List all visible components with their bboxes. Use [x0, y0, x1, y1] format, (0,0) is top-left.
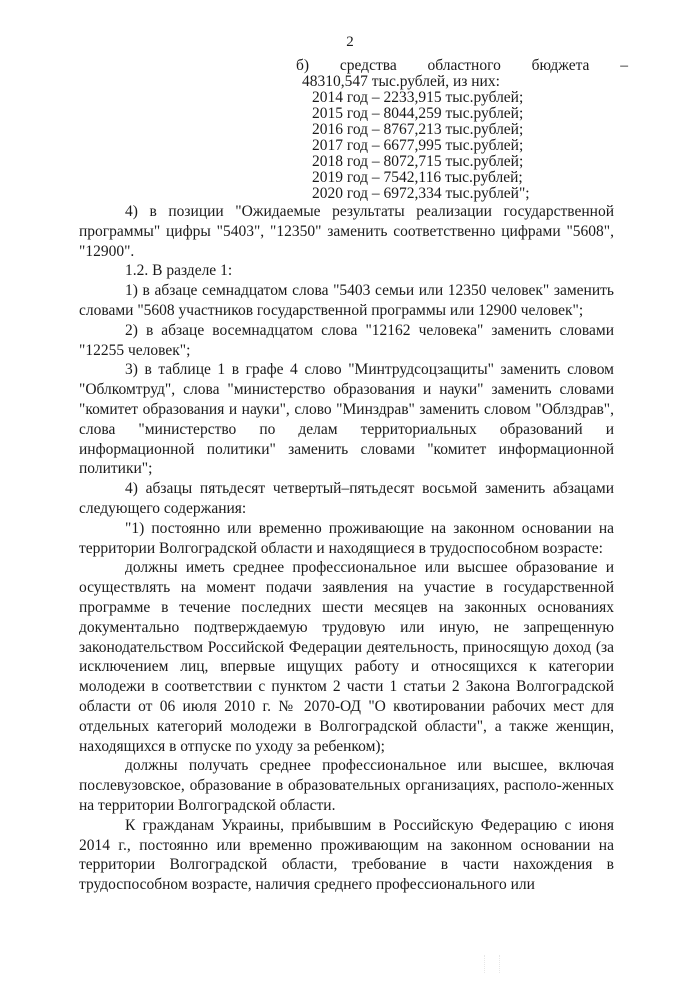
budget-year-line: 2019 год – 7542,116 тыс.рублей; — [312, 169, 523, 186]
paragraph-education-requirement: должны иметь среднее профессиональное или высшее образование и осуществлять на момент подачи заявления на участие в государственной программе в течение последних шести месяцев на законных основаниях документально подтверждаемую трудовую или иную, не запрещенную законодательством Российской Федерации деятельность, приносящую доход (за исключением лиц, впервые ищущих работу и относящихся к категории молодежи в соответствии с пунктом 2 части 1 статьи 2 Закона Волгоградской области от 06 июля 2010 г. № 2070-ОД "О квотировании рабочих мест для отдельных категорий молодежи в Волгоградской области", а также женщин, находящихся в отпуске по уходу за ребенком); — [79, 559, 614, 755]
faint-stamp-mark — [484, 955, 500, 973]
paragraph-ukraine-citizens: К гражданам Украины, прибывшим в Российскую Федерацию с июня 2014 г., постоянно или временно проживающим на законном основании на территории Волгоградской области, требование в части нахождения в трудоспособном возрасте, наличия среднего профессионального или — [79, 816, 614, 894]
budget-dash: – — [620, 57, 628, 74]
budget-year-line: 2017 год – 6677,995 тыс.рублей; — [312, 137, 524, 154]
budget-funding-block — [296, 58, 628, 202]
paragraph-expected-results: 4) в позиции "Ожидаемые результаты реализации государственной программы" цифры "5403", "12350" заменить соответственно цифрами "5608", "12900". — [79, 203, 614, 260]
paragraph-student-requirement: должны получать среднее профессиональное или высшее, включая послевузовское, образование в образовательных организациях, располо-женных на территории Волгоградской области. — [79, 757, 614, 814]
budget-years-list — [296, 90, 628, 202]
budget-word-sredstva: средства — [339, 57, 397, 74]
document-body — [79, 202, 614, 895]
paragraph-item-2: 2) в абзаце восемнадцатом слова "12162 человека" заменить словами "12255 человек"; — [79, 321, 614, 359]
budget-year-line: 2018 год – 8072,715 тыс.рублей; — [312, 153, 524, 170]
paragraph-quoted-item-1: "1) постоянно или временно проживающие на законном основании на территории Волгоградской области и находящиеся в трудоспособном возрасте: — [79, 519, 614, 557]
paragraph-item-1: 1) в абзаце семнадцатом слова "5403 семьи или 12350 человек" заменить словами "5608 участников государственной программы или 12900 человек"; — [79, 282, 614, 319]
budget-year-line: 2016 год – 8767,213 тыс.рублей; — [312, 121, 524, 138]
budget-year-line: 2014 год – 2233,915 тыс.рублей; — [312, 89, 524, 106]
budget-year-line: 2015 год – 8044,259 тыс.рублей; — [312, 105, 524, 122]
budget-year-line: 2020 год – 6972,334 тыс.рублей"; — [312, 185, 530, 202]
budget-item-letter: б) — [296, 57, 310, 74]
paragraph-item-4: 4) абзацы пятьдесят четвертый–пятьдесят восьмой заменить абзацами следующего содержания: — [79, 480, 614, 517]
budget-total: 48310,547 тыс.рублей, из них: — [302, 73, 500, 90]
budget-word-oblastnogo: областного — [427, 57, 501, 74]
paragraph-section-heading: 1.2. В разделе 1: — [125, 262, 233, 280]
paragraph-item-3: 3) в таблице 1 в графе 4 слово "Минтрудсоцзащиты" заменить словом "Облкомтруд", слова "министерство образования и науки" заменить словами "комитет образования и науки", слово "Минздрав" заменить словом "Облздрав", слова "министерство по делам территориальных образований и информационной политики" заменить словами "комитет информационной политики"; — [79, 361, 614, 478]
page-number: 2 — [346, 34, 354, 50]
budget-word-byudzheta: бюджета — [531, 57, 590, 74]
budget-heading-line — [296, 58, 628, 74]
